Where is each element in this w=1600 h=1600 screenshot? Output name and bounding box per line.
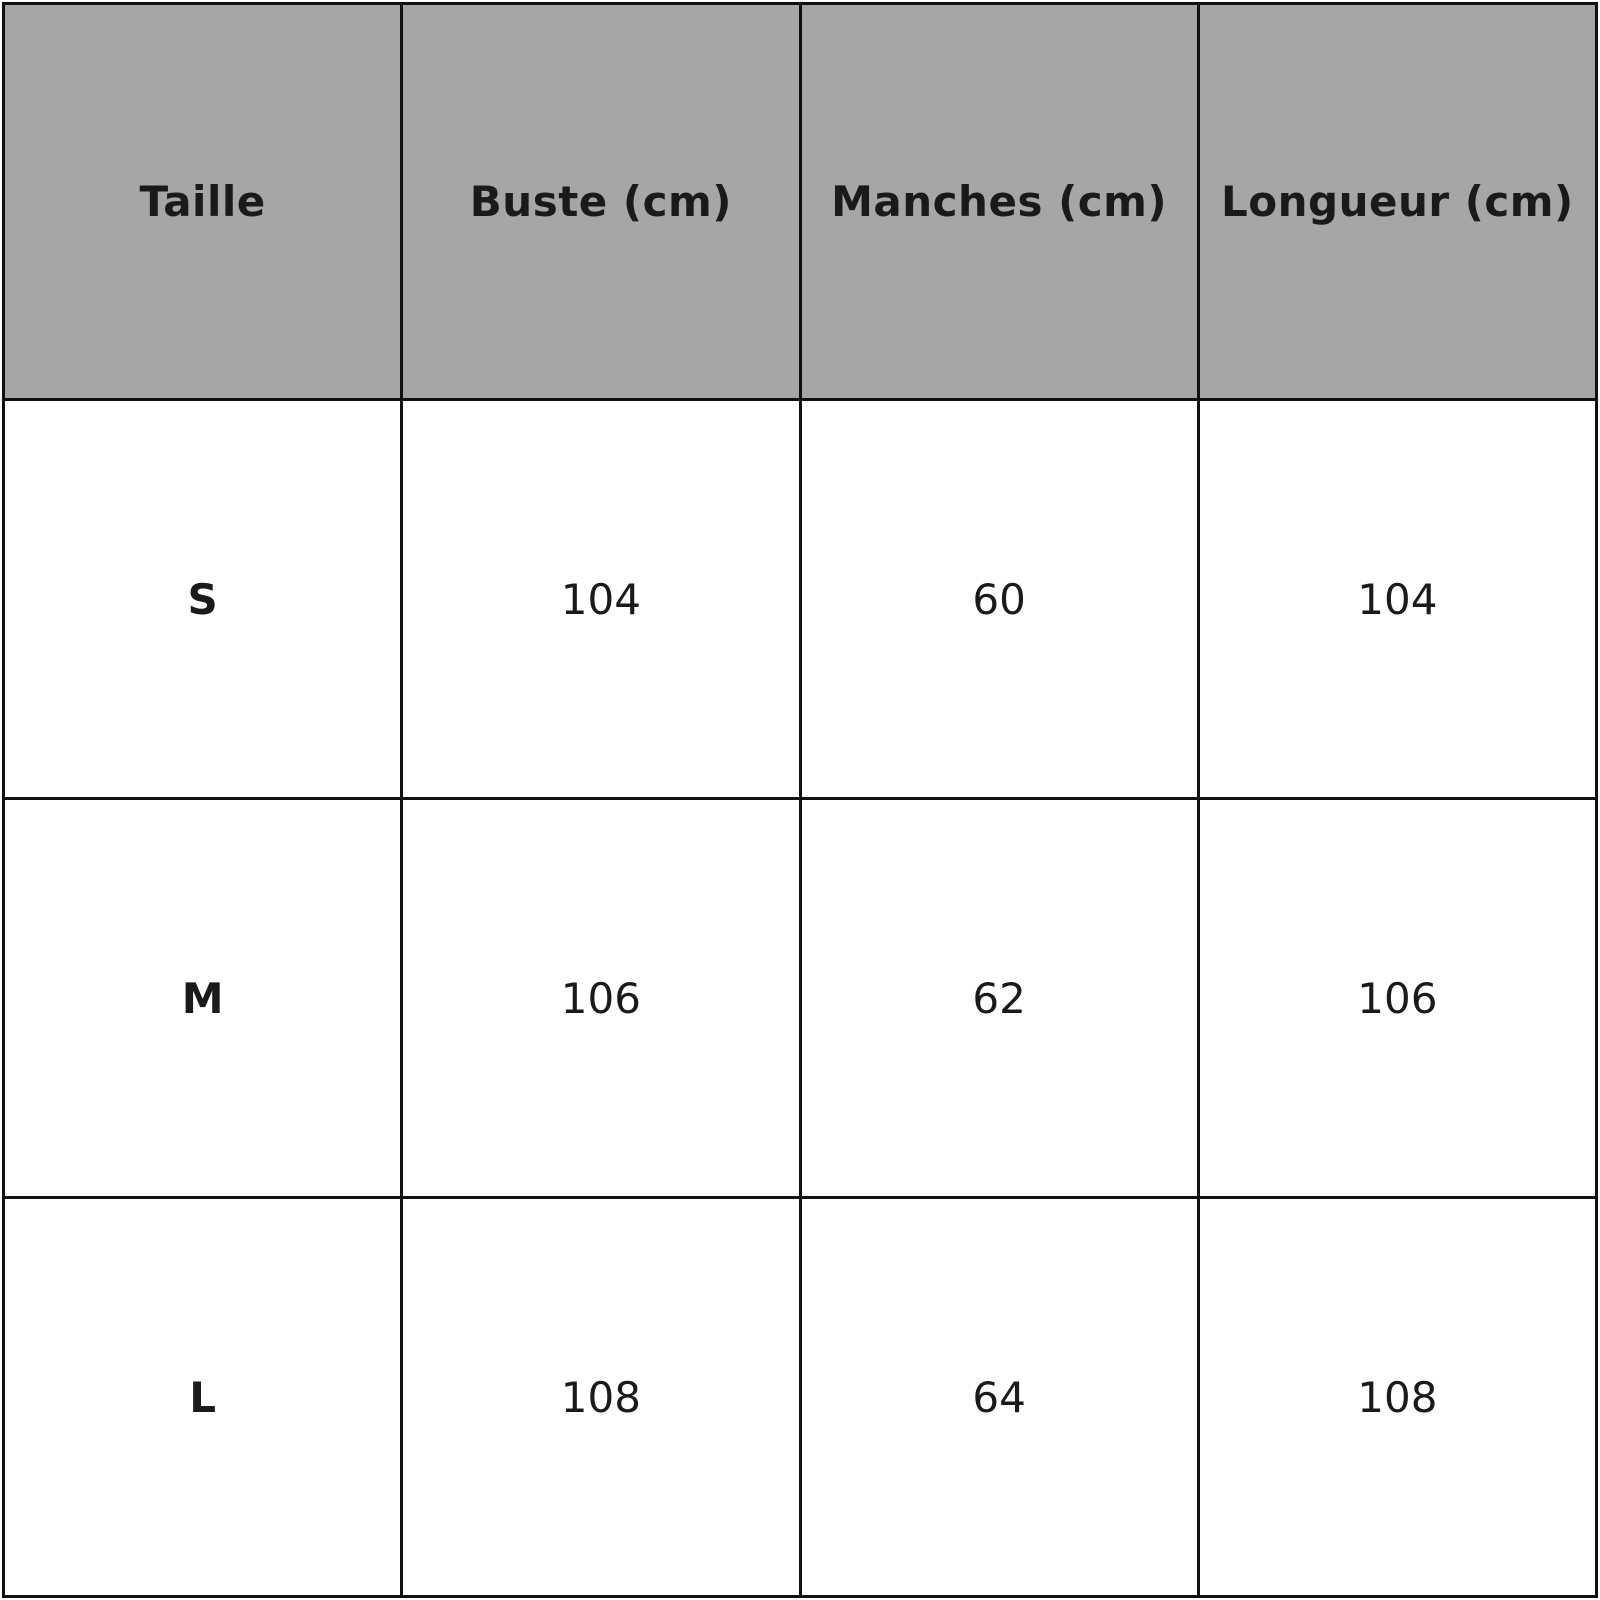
size-chart-table — [2, 2, 1598, 1598]
sleeve-value: 62 — [800, 799, 1198, 1198]
size-label: S — [4, 400, 402, 799]
table-row — [4, 799, 1597, 1198]
length-value: 108 — [1198, 1198, 1596, 1597]
header-buste: Buste (cm) — [402, 4, 800, 400]
bust-value: 108 — [402, 1198, 800, 1597]
header-row — [4, 4, 1597, 400]
header-manches: Manches (cm) — [800, 4, 1198, 400]
bust-value: 104 — [402, 400, 800, 799]
size-label: L — [4, 1198, 402, 1597]
length-value: 104 — [1198, 400, 1596, 799]
header-longueur: Longueur (cm) — [1198, 4, 1596, 400]
header-taille: Taille — [4, 4, 402, 400]
sleeve-value: 64 — [800, 1198, 1198, 1597]
bust-value: 106 — [402, 799, 800, 1198]
sleeve-value: 60 — [800, 400, 1198, 799]
table-header — [4, 4, 1597, 400]
size-label: M — [4, 799, 402, 1198]
table-body — [4, 400, 1597, 1597]
length-value: 106 — [1198, 799, 1596, 1198]
table-row — [4, 400, 1597, 799]
table-row — [4, 1198, 1597, 1597]
